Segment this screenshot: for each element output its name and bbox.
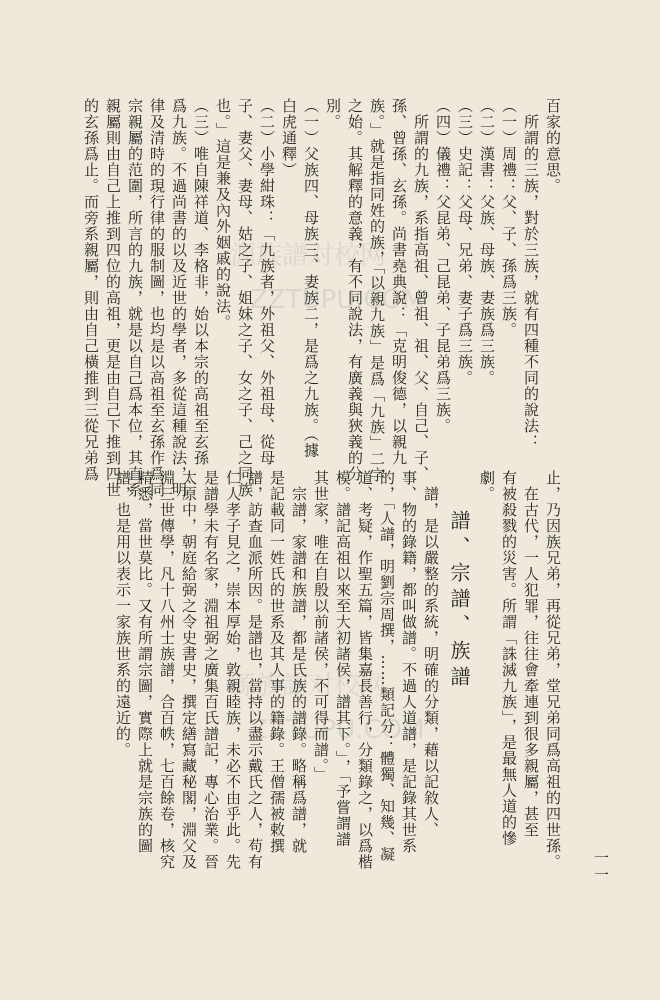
text-column: 親屬則由自己上推到四位的高祖，更是由自己下推到四世 [104,98,122,498]
text-column: 所謂的三族，對於三族，就有四種不同的說法： [522,98,540,450]
text-column: 仁人孝子見之，崇本厚始，敦親睦族，未必不由乎此。先 [224,470,242,870]
text-column: 精悉，當世莫比。又有所謂宗圖，實際上就是宗族的圖 [136,470,154,854]
text-column: 是記載同一姓氏的世系及其人事的籍錄。王僧孺被敕撰 [268,470,286,854]
text-column: 劇。 [478,470,496,502]
text-column: （一）父族四、母族三、妻族二，是爲之九族。（據 [302,98,320,459]
text-column: 的，「人譜，明劉宗周撰，……類記分：體獨、知幾、凝 [378,470,396,863]
text-column: （二）小學紺珠：「九族者，外祖父、外祖母、從母 [258,98,276,466]
text-column: （二）漢書：父族、母族、妻族爲三族。 [478,98,496,386]
text-column: 譜，也是用以表示一家族世系的遠近的。 [114,470,132,758]
text-column: 白虎通釋） [280,98,298,178]
text-column: 是譜學未有名家，淵祖弼之廣集百氏譜記，專心治業。晉 [202,470,220,870]
text-column: 的玄孫爲止。而旁系親屬，則由自己橫推到三從兄弟爲 [82,98,100,482]
text-column: 在古代，一人犯罪，往往會牽連到很多親屬，甚至 [522,470,540,838]
top-text-block [44,98,564,498]
bottom-text-block [44,470,564,870]
text-column: 百家的意思。 [544,98,562,194]
text-column: 律及清時的現行律的服制圖，也均是以高祖至玄孫作爲同 [148,98,166,498]
text-column: （三）史記：父母、兄弟、妻子爲三族。 [456,98,474,386]
watermark: 源族譜对校网 [230,241,387,271]
text-column: 宗親屬的范圍，所言的九族，就是以自己爲本位，其直系 [126,98,144,498]
text-column: 譜，是以嚴整的系統，明確的分類，藉以記敘人、 [422,470,440,838]
text-column: 孫、曾孫、玄孫。尚書堯典說：「克明俊德，以親九 [390,98,408,466]
watermark: ZZTUPU.COM [250,285,425,315]
text-column: 之始。其解釋的意義，有不同說法，有廣義與狹義的分 [346,98,364,482]
text-column: 宗譜，家譜和族譜，都是氏族的譜錄。略稱爲譜，就 [290,470,308,854]
text-column: 譜，訪查血派所因。是譜也，當持以盡示戴氏之人，苟有 [246,470,264,870]
section-heading: 譜、宗譜、族譜 [447,510,471,692]
text-column: （一）周禮：父、子、孫爲三族。 [500,98,518,338]
text-column: 所謂的九族，系指高祖、曾祖、祖、父、自己、子、 [412,98,430,482]
watermark: ZZTUPU.COM [250,715,425,745]
text-column: 其世家，唯在自殷以前諸侯，不可得而譜。」 [312,470,330,783]
watermark: 源族譜对校网 [230,671,387,701]
text-column: （四）儀禮：父昆弟、己昆弟、子昆弟爲三族。 [434,98,452,434]
text-column: 止，乃因族兄弟，再從兄弟，堂兄弟同爲高祖的四世孫。 [544,470,562,870]
text-column: 道、考疑，作聖五篇，皆集嘉長善行，分類錄之，以爲楷 [356,470,374,870]
text-column: 淵三世傳學，凡十八州士族譜，合百帙，七百餘卷，核究 [158,470,176,870]
text-column: 太原中，朝庭給弼之令史書史，撰定繕寫藏秘閣，淵父及 [180,470,198,870]
text-column: 子、妻父、妻母、姑之子、姐妹之子、女之子、己之同族 [236,98,254,498]
page-number: 一一 [592,850,610,884]
text-column: 模。譜記高祖以來至大初諸侯，譜其下。」，「予嘗謂譜 [334,470,352,848]
text-column: 別。 [324,98,342,130]
text-column: 爲九族。不過尚書的以及近世的學者，多從這種說法，明 [170,98,188,498]
text-column: 事、物的錄籍，都叫做譜。不過人道譜，是記錄其世系 [400,470,418,854]
text-column: 也。」這是兼及內外姻戚的說法。 [214,98,232,331]
text-column: （三）唯自陳祥道、李格非，始以本宗的高祖至玄孫 [192,98,210,466]
text-column: 有被殺戮的災害。所謂「誅滅九族」，是最無人道的慘 [500,470,518,847]
text-column: 族。」就是指同姓的族，「以親九族」是爲「九族」二字 [368,98,386,483]
